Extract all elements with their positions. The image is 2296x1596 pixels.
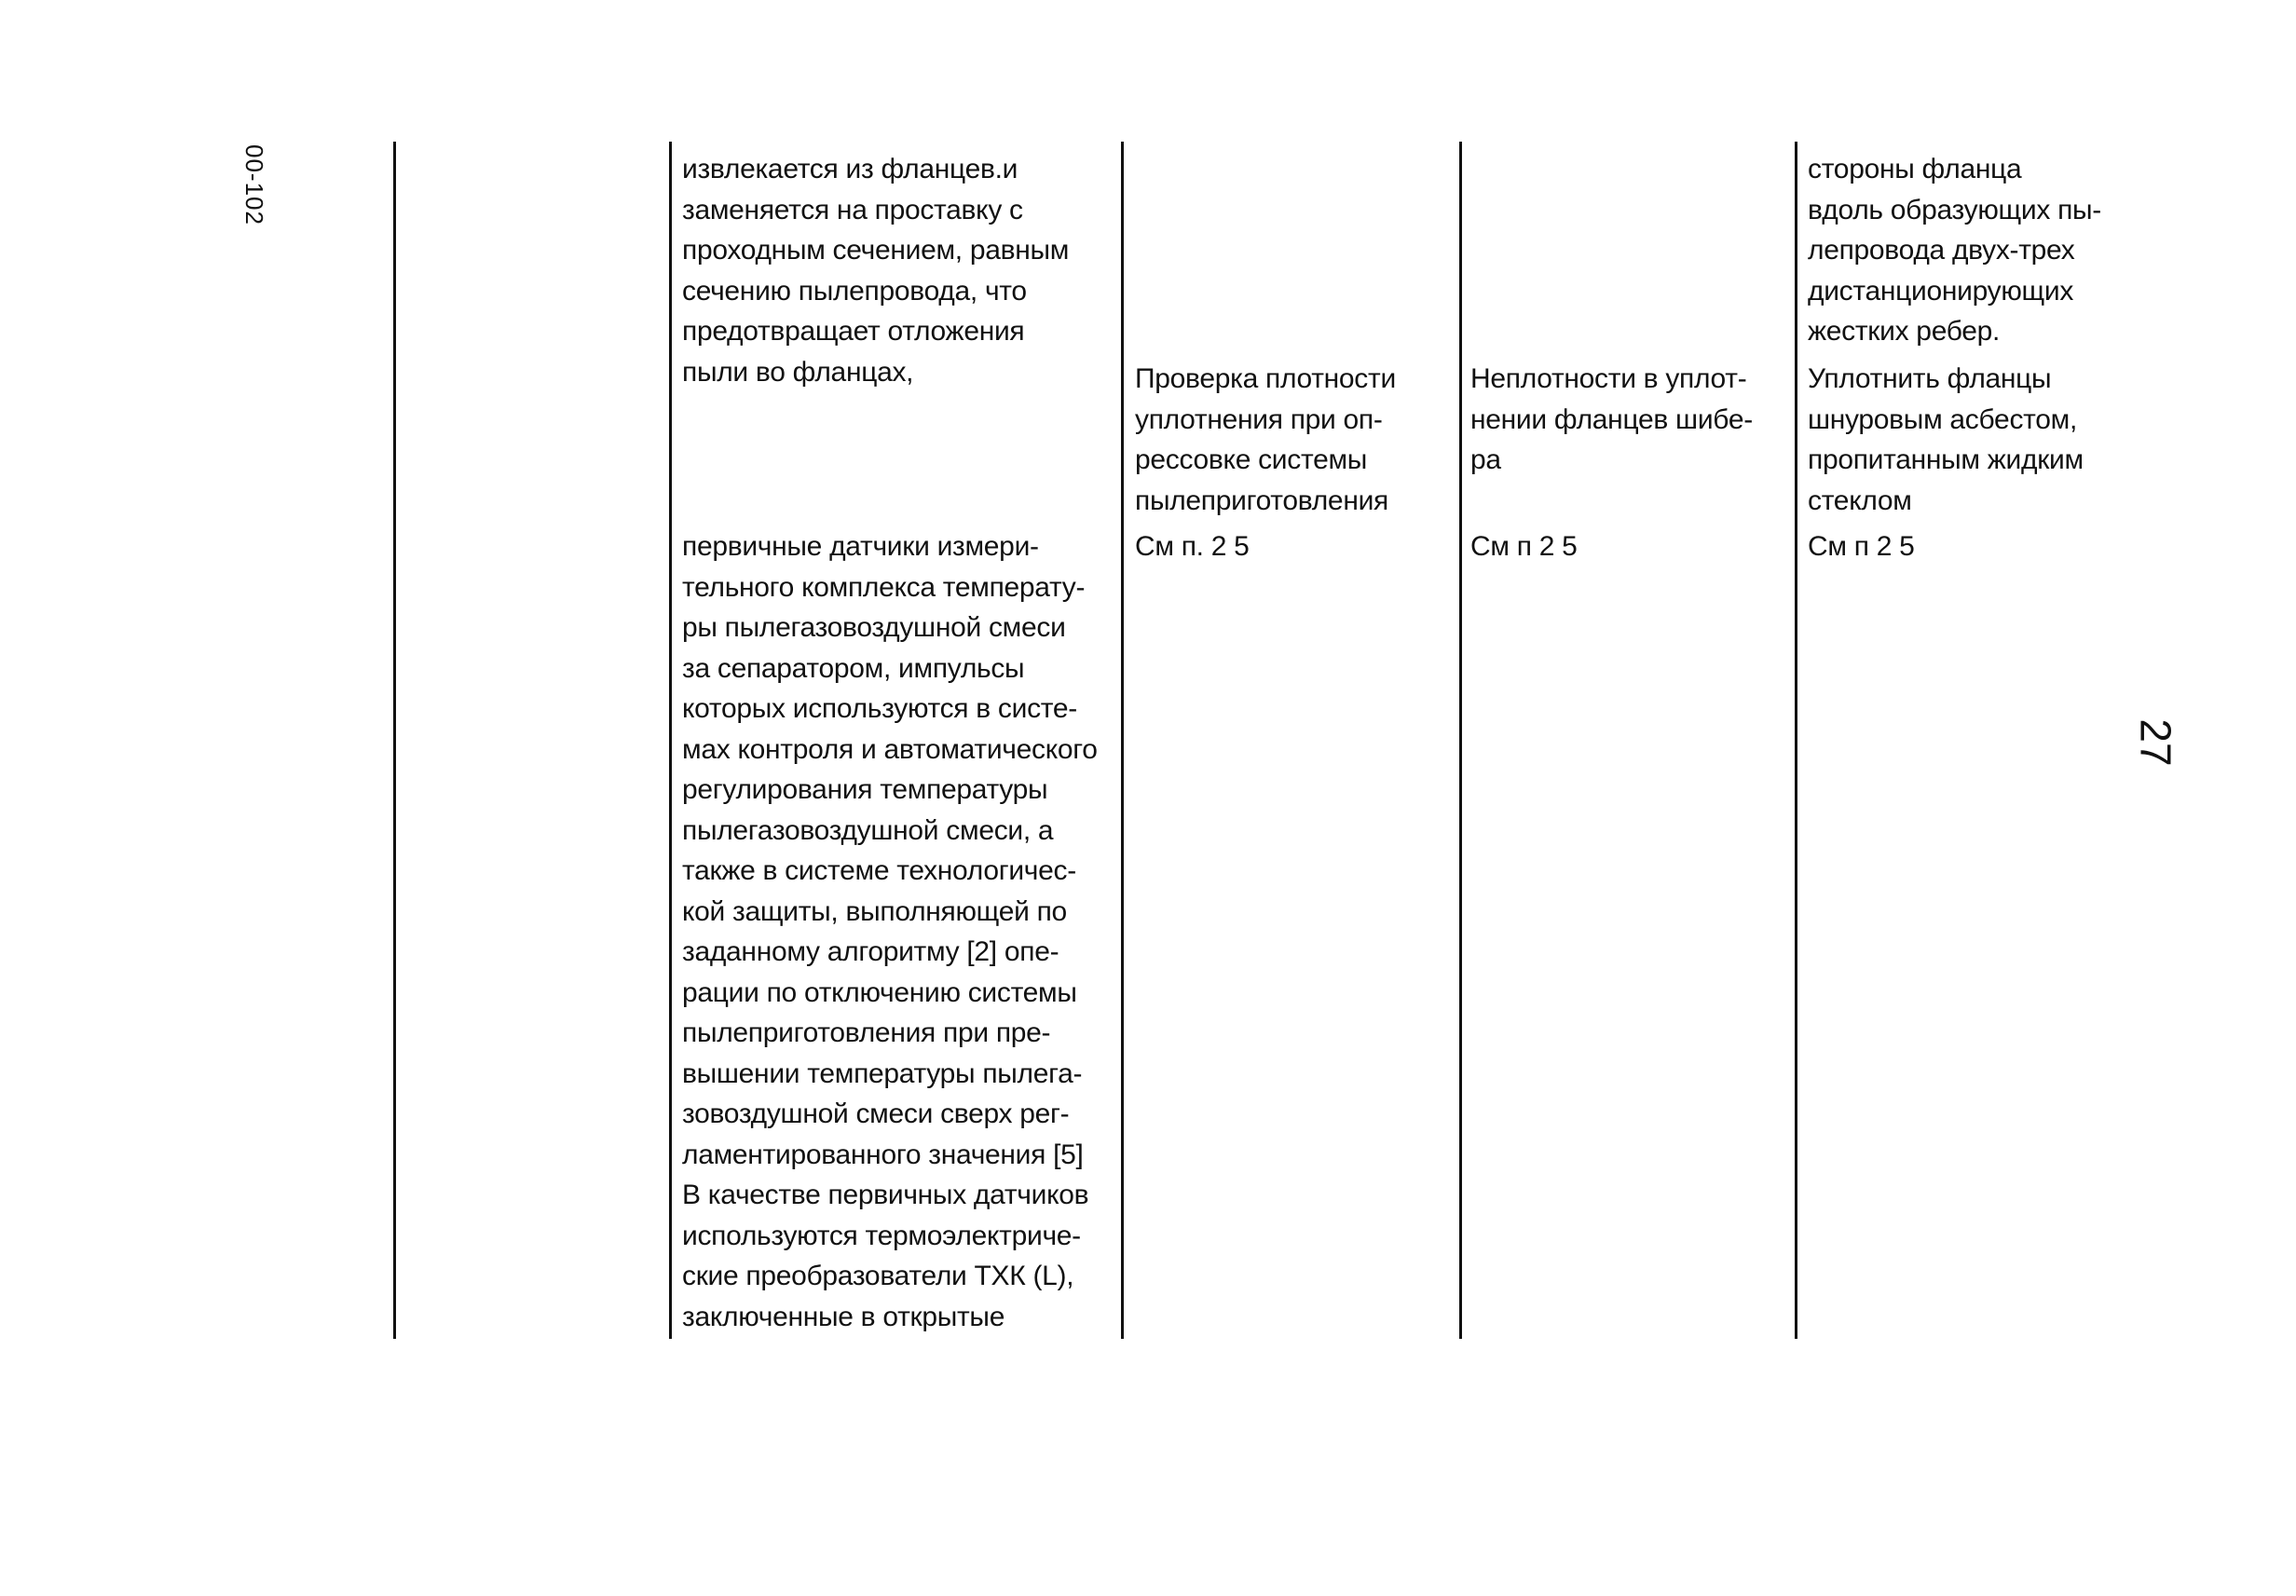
text-line: зовоздушной смеси сверх рег- [682,1098,1070,1129]
text-line: ламентированного значения [5] [682,1139,1084,1170]
text-line: регулирования температуры [682,774,1048,805]
table-rule-5 [1795,142,1797,1339]
text-line: пыли во фланцах, [682,356,914,388]
col-c-block-2 [682,526,1098,1337]
text-line: жестких ребер. [1808,316,2001,347]
text-line: которых используются в систе- [682,693,1077,724]
text-line: мах контроля и автоматического [682,733,1098,765]
table-rule-3 [1121,142,1124,1339]
text-line: лепровода двух-трех [1808,235,2075,266]
text-line: См п 2 5 [1808,531,1915,562]
text-line: вдоль образующих пы- [1808,194,2101,225]
text-line: заключенные в открытые [682,1301,1005,1332]
text-line: См п. 2 5 [1135,531,1250,562]
text-line: пылегазовоздушной смеси, а [682,814,1054,846]
text-line: ры пылегазовоздушной смеси [682,612,1066,643]
text-line: вышении температуры пылега- [682,1057,1083,1089]
col-d-block-1 [1135,359,1396,521]
text-line: Проверка плотности [1135,363,1396,394]
text-line: пылеприготовления при пре- [682,1017,1051,1048]
text-line: заменяется на проставку с [682,194,1023,225]
text-line: рессовке системы [1135,444,1368,475]
text-line: также в системе технологичес- [682,855,1076,886]
text-line: стороны фланца [1808,154,2022,184]
document-code: 00-102 [240,144,268,225]
text-line: ра [1470,444,1501,475]
page-number: 27 [2131,718,2180,767]
text-line: тельного комплекса температу- [682,571,1086,603]
text-line: проходным сечением, равным [682,235,1070,266]
text-line: нении фланцев шибе- [1470,403,1753,435]
col-f-block-2 [1808,526,1915,567]
col-d-block-2 [1135,526,1250,567]
text-line: Уплотнить фланцы [1808,363,2052,394]
text-line: пропитанным жидким [1808,444,2084,475]
text-line: за сепаратором, импульсы [682,652,1025,684]
col-e-block-2 [1470,526,1578,567]
text-line: стеклом [1808,484,1912,516]
text-line: рации по отключению системы [682,976,1077,1008]
col-c-block-1 [682,149,1069,392]
text-line: извлекается из фланцев.и [682,154,1018,184]
col-e-block-1 [1470,359,1753,481]
text-line: См п 2 5 [1470,531,1578,562]
text-line: пылеприготовления [1135,484,1388,516]
col-f-block-1 [1808,359,2084,521]
text-line: ские преобразователи ТХК (L), [682,1261,1074,1291]
text-line: используются термоэлектриче- [682,1220,1081,1251]
text-line: Неплотности в уплот- [1470,363,1747,394]
text-line: шнуровым асбестом, [1808,403,2077,435]
text-line: кой защиты, выполняющей по [682,895,1067,927]
table-rule-4 [1459,142,1462,1339]
table-rule-2 [669,142,672,1339]
text-line: первичные датчики измери- [682,531,1039,562]
text-line: предотвращает отложения [682,316,1025,347]
text-line: уплотнения при оп- [1135,403,1383,435]
text-line: заданному алгоритму [2] опе- [682,936,1059,967]
col-f-block-0 [1808,149,2101,352]
table-rule-1 [393,142,396,1339]
text-line: В качестве первичных датчиков [682,1180,1089,1210]
text-line: дистанционирующих [1808,275,2074,307]
text-line: сечению пылепровода, что [682,275,1027,307]
